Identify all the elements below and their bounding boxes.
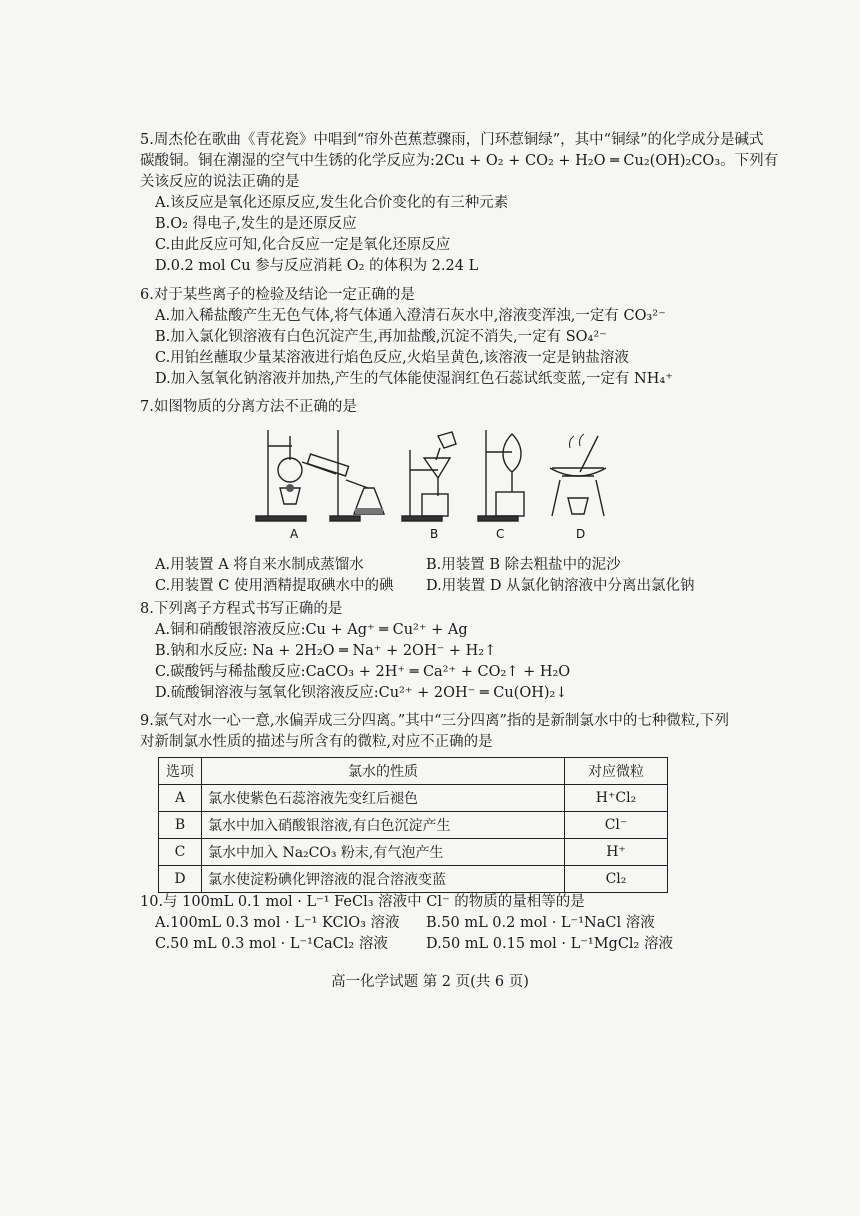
filtration-apparatus-b <box>402 432 456 521</box>
evaporation-apparatus-d <box>550 434 606 516</box>
q6-option-c: C.用铂丝蘸取少量某溶液进行焰色反应,火焰呈黄色,该溶液一定是钠盐溶液 <box>155 350 629 366</box>
separatory-funnel-apparatus-c <box>478 430 524 521</box>
q7-stem: 7.如图物质的分离方法不正确的是 <box>140 399 357 415</box>
row-d-option: D <box>159 866 202 893</box>
row-a-property: 氯水使紫色石蕊溶液先变红后褪色 <box>202 785 565 812</box>
q6-option-d: D.加入氢氧化钠溶液并加热,产生的气体能使湿润红色石蕊试纸变蓝,一定有 NH₄⁺ <box>155 371 673 387</box>
q7-options-row-1 <box>140 555 740 576</box>
table-row <box>159 812 668 839</box>
header-property: 氯水的性质 <box>202 758 565 785</box>
chlorine-water-table <box>158 757 668 893</box>
q8-option-c: C.碳酸钙与稀盐酸反应:CaCO₃ + 2H⁺ ═ Ca²⁺ + CO₂↑ + H₂O <box>155 664 571 680</box>
header-option: 选项 <box>159 758 202 785</box>
q10-option-b: B.50 mL 0.2 mol · L⁻¹NaCl 溶液 <box>426 915 655 931</box>
q8-option-b: B.钠和水反应: Na + 2H₂O ═ Na⁺ + 2OH⁻ + H₂↑ <box>155 643 497 659</box>
q7-options <box>140 555 740 597</box>
q10-option-d: D.50 mL 0.15 mol · L⁻¹MgCl₂ 溶液 <box>426 936 673 952</box>
page-footer: 高一化学试题 第 2 页(共 6 页) <box>331 974 529 990</box>
q8-option-a: A.铜和硝酸银溶液反应:Cu + Ag⁺ ═ Cu²⁺ + Ag <box>155 622 468 638</box>
q6-option-b: B.加入氯化钡溶液有白色沉淀产生,再加盐酸,沉淀不消失,一定有 SO₄²⁻ <box>155 329 607 345</box>
q5-option-a: A.该反应是氧化还原反应,发生化合价变化的有三种元素 <box>155 195 509 211</box>
q7-option-a: A.用装置 A 将自来水制成蒸馏水 <box>155 557 364 573</box>
q10-option-a: A.100mL 0.3 mol · L⁻¹ KClO₃ 溶液 <box>155 915 400 931</box>
row-b-option: B <box>159 812 202 839</box>
table-row <box>159 866 668 893</box>
question-9 <box>140 711 740 753</box>
q7-options-row-2 <box>140 576 740 597</box>
q5-stem-line1: 5.周杰伦在歌曲《青花瓷》中唱到“帘外芭蕉惹骤雨，门环惹铜绿”，其中“铜绿”的化学成分是碱式 <box>140 132 764 148</box>
q10-option-c: C.50 mL 0.3 mol · L⁻¹CaCl₂ 溶液 <box>155 936 388 952</box>
q5-option-d: D.0.2 mol Cu 参与反应消耗 O₂ 的体积为 2.24 L <box>155 258 479 274</box>
q7-option-d: D.用装置 D 从氯化钠溶液中分离出氯化钠 <box>426 578 695 594</box>
q5-stem-line3: 关该反应的说法正确的是 <box>140 174 300 190</box>
question-6 <box>140 285 740 390</box>
row-d-particle: Cl₂ <box>565 866 668 893</box>
row-b-property: 氯水中加入硝酸银溶液,有白色沉淀产生 <box>202 812 565 839</box>
q8-stem: 8.下列离子方程式书写正确的是 <box>140 601 343 617</box>
question-10 <box>140 892 740 955</box>
separation-apparatus-figure <box>250 428 650 548</box>
question-5 <box>140 130 779 277</box>
q6-stem: 6.对于某些离子的检验及结论一定正确的是 <box>140 287 415 303</box>
q5-option-b: B.O₂ 得电子,发生的是还原反应 <box>155 216 357 232</box>
q7-option-b: B.用装置 B 除去粗盐中的泥沙 <box>426 557 621 573</box>
figure-label-d: D <box>576 527 586 541</box>
row-c-option: C <box>159 839 202 866</box>
row-c-particle: H⁺ <box>565 839 668 866</box>
row-b-particle: Cl⁻ <box>565 812 668 839</box>
row-a-particle: H⁺Cl₂ <box>565 785 668 812</box>
table-header-row <box>159 758 668 785</box>
figure-label-c: C <box>496 527 505 541</box>
q6-option-a: A.加入稀盐酸产生无色气体,将气体通入澄清石灰水中,溶液变浑浊,一定有 CO₃²⁻ <box>155 308 666 324</box>
q10-options-row-2 <box>140 934 740 955</box>
q10-stem: 10.与 100mL 0.1 mol · L⁻¹ FeCl₃ 溶液中 Cl⁻ 的物质的量相等的是 <box>140 894 585 910</box>
question-8 <box>140 599 740 704</box>
q7-option-c: C.用装置 C 使用酒精提取碘水中的碘 <box>155 578 394 594</box>
q5-option-c: C.由此反应可知,化合反应一定是氧化还原反应 <box>155 237 451 253</box>
row-c-property: 氯水中加入 Na₂CO₃ 粉末,有气泡产生 <box>202 839 565 866</box>
q9-stem-line2: 对新制氯水性质的描述与所含有的微粒,对应不正确的是 <box>140 734 493 750</box>
distillation-apparatus-a <box>256 430 384 521</box>
q10-options-row-1 <box>140 913 740 934</box>
table-row <box>159 785 668 812</box>
question-7 <box>140 397 740 418</box>
q5-stem-line2: 碳酸铜。铜在潮湿的空气中生锈的化学反应为:2Cu + O₂ + CO₂ + H₂O ═ Cu₂(OH)₂CO₃。下列有 <box>140 153 779 169</box>
row-d-property: 氯水使淀粉碘化钾溶液的混合溶液变蓝 <box>202 866 565 893</box>
q9-stem-line1: 9.氯气对水一心一意,水偏弄成三分四离。”其中“三分四离”指的是新制氯水中的七种微粒,下列 <box>140 713 730 729</box>
figure-label-b: B <box>430 527 439 541</box>
q8-option-d: D.硫酸铜溶液与氢氧化钡溶液反应:Cu²⁺ + 2OH⁻ ═ Cu(OH)₂↓ <box>155 685 568 701</box>
header-particle: 对应微粒 <box>565 758 668 785</box>
row-a-option: A <box>159 785 202 812</box>
table-row <box>159 839 668 866</box>
figure-label-a: A <box>290 527 299 541</box>
